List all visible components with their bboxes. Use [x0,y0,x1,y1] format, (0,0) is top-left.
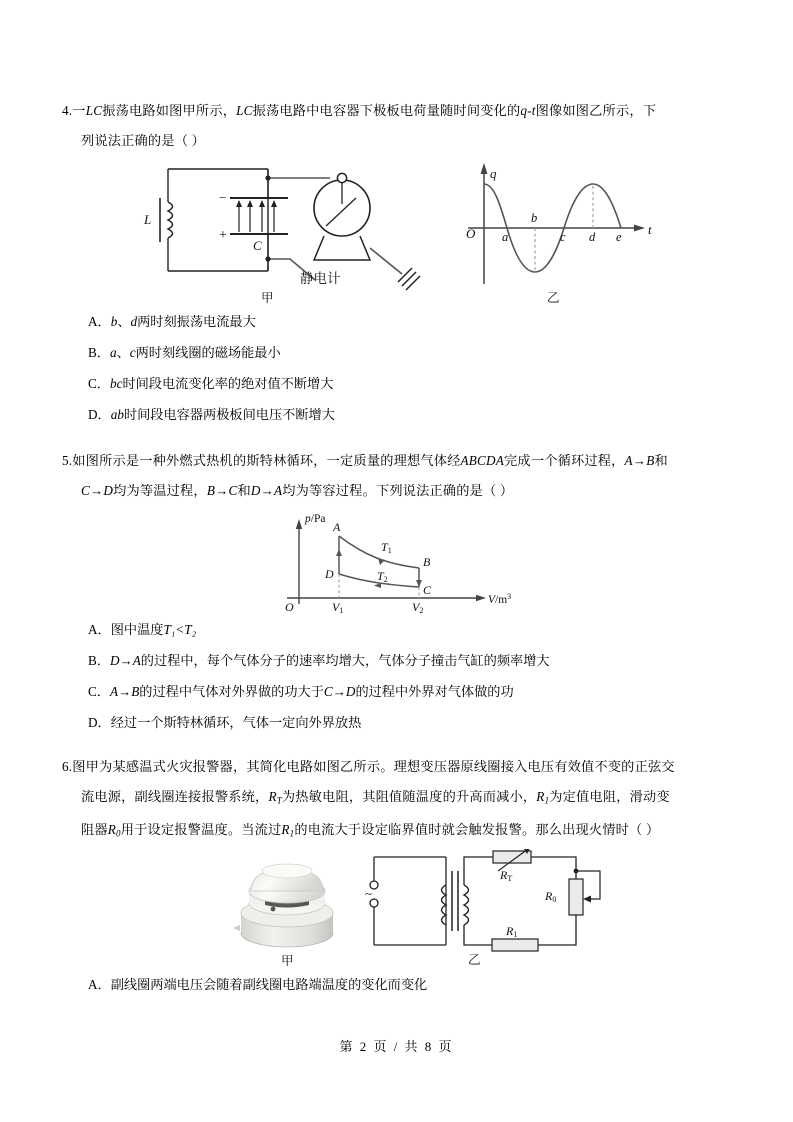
q4-lc-2: LC [236,103,253,118]
q5-bc: B→C [206,483,238,498]
q4-option-A-italic2: d [130,314,138,329]
q4-qt: q-t [520,103,536,118]
mark-d: d [589,230,596,244]
question-6-stem-line-1 [62,752,734,782]
question-5-stem-line-2 [62,476,734,506]
q4-option-D [62,399,734,430]
q6-number: 6. [62,759,73,774]
mark-e: e [616,230,622,244]
axis-label-q: q [490,166,497,181]
q4-stem-a: 一 [72,103,86,118]
q4-stem-d: 图像如图乙所示，下 [535,103,657,118]
junction-dot-r0 [574,868,579,873]
q6-r1b: R [281,822,290,838]
q5-option-C-letter: C． [88,684,110,699]
q6-r0: R [107,822,117,838]
q5-option-B-text: 的过程中，每个气体分子的速率均增大，气体分子撞击气缸的频率增大 [140,653,550,668]
q4-option-C-text2: 时间段电流变化率的绝对值不断增大 [122,376,334,391]
q6-stem2-a: 流电源，副线圈连接报警系统， [81,789,269,804]
q4-option-A-letter: A． [88,314,111,329]
q4-option-B [62,337,734,368]
q4-option-B-italic1: a [109,345,117,360]
tick-V2-label: V2 [412,600,424,615]
q6-stem2-c: 为定值电阻，滑动变 [549,789,670,804]
q4-option-A-italic1: b [110,314,118,329]
q6-stem3-c: 的电流大于设定临界值时就会触发报警。那么出现火情时（ ） [294,822,660,838]
figure-jia-label: 甲 [261,291,274,305]
q4-stem-c: 振荡电路中电容器下极板电荷量随时间变化的 [252,103,521,118]
q6-r1: R [536,789,545,804]
q5-option-B-math: D→A [109,653,141,668]
q5-cd: C→D [81,483,114,498]
q4-lc-1: LC [85,103,103,118]
transformer-alarm-circuit [362,849,602,967]
point-C-label: C [423,583,432,597]
q5-option-D-text: 经过一个斯特林循环，气体一定向外界放热 [110,715,362,730]
r0-body [569,879,583,915]
lc-circuit-diagram [140,156,440,306]
q6-option-A [62,969,734,1000]
mark-a: a [502,230,509,244]
q4-option-C-letter: C． [88,376,110,391]
q5-option-D [62,707,734,738]
inductor-label: L [144,212,152,227]
question-6-stem-line-2 [62,782,734,815]
question-6-stem-line-3 [62,815,734,848]
q6-r1b-sub: 1 [289,828,295,839]
q5-stem-a: 如图所示是一种外燃式热机的斯特林循环，一定质量的理想气体经 [72,453,461,468]
q6-option-A-text: 副线圈两端电压会随着副线圈电路端温度的变化而变化 [110,976,428,992]
q6-r1-sub: 1 [544,795,550,806]
junction-dot-top [265,175,270,180]
question-4-stem-line-1 [62,96,734,126]
question-5-stem-line-1 [62,446,734,476]
q4-option-B-italic2: c [129,345,136,360]
q6-rt-sub: T [276,795,282,806]
q5-stem2-a: 均为等温过程， [113,483,207,498]
q6-option-A-letter: A． [88,976,111,992]
q5-ab: A→B [624,453,655,468]
q4-option-B-letter: B． [88,345,110,360]
point-A-label: A [333,520,341,534]
q5-option-A-math: T₁<T₂ [163,622,197,637]
rheostat-label: R0 [545,888,557,904]
q5-abcda: ABCDA [460,453,505,468]
q5-option-C-text2: 的过程中外界对气体做的功 [355,684,514,699]
r1-body [492,939,538,951]
axis-label-t: t [648,222,652,237]
page-footer: 第 2 页 / 共 8 页 [339,1039,454,1054]
figure-yi-label-q6: 乙 [468,952,481,967]
point-B-label: B [423,555,431,569]
detector-led [271,906,276,911]
junction-dot-bottom [265,256,270,261]
q4-option-D-italic1: ab [110,407,124,422]
q4-option-A-text1: 、 [117,314,131,329]
isotherm-T1-label: T1 [381,540,392,555]
q5-number: 5. [62,453,73,468]
r1-label: R1 [506,923,518,939]
question-5 [62,446,734,738]
q5-da: D→A [250,483,283,498]
q5-option-C-math: A→B [109,684,140,699]
capacitor-plus-sign: + [219,228,227,243]
q6-stem3-a: 阻器 [81,822,108,838]
q5-option-C [62,676,734,707]
figure-jia-label-q6: 甲 [281,953,294,968]
q4-option-D-text2: 时间段电容器两极板间电压不断增大 [123,407,335,422]
q4-option-D-letter: D． [88,407,111,422]
q4-stem-b: 振荡电路如图甲所示， [102,103,237,118]
q5-option-A [62,614,734,645]
detector-side-tab [233,925,240,931]
question-5-figure [62,506,734,614]
detector-dome-cap [262,864,312,878]
q5-stem2-b: 和 [237,483,251,498]
q4-option-C-italic1: bc [109,376,123,391]
q6-rt: R [268,789,277,804]
axis-origin-O: O [285,600,294,614]
q6-stem3-b: 用于设定报警温度。当流过 [120,822,282,838]
question-4-figures [62,156,734,306]
figure-yi-label: 乙 [547,291,560,305]
q5-option-A-text: 图中温度 [110,622,164,637]
mark-c: c [560,230,566,244]
q4-option-A [62,306,734,337]
q5-stem-c: 和 [654,453,668,468]
arrow-CD [374,583,381,588]
q4-option-B-text1: 、 [116,345,130,360]
tick-V1-label: V1 [332,600,344,615]
page-content [62,96,734,1000]
mark-b: b [531,211,538,225]
q5-option-B-letter: B． [88,653,110,668]
q5-option-A-letter: A． [88,622,111,637]
point-D-label: D [325,567,334,581]
q6-stem-1: 图甲为某感温式火灾报警器，其简化电路如图乙所示。理想变压器原线圈接入电压有效值不变的正弦交 [72,759,675,774]
axis-origin-O: O [466,226,476,241]
question-4-stem-line-2: 列说法正确的是（ ） [81,133,205,148]
question-6 [62,752,734,1000]
q5-stem-b: 完成一个循环过程， [504,453,625,468]
question-6-figures [62,849,734,967]
q4-option-B-text2: 两时刻线圈的磁场能最小 [135,345,281,360]
arrow-BC [416,580,422,587]
thermistor-label: RT [500,867,513,883]
q5-option-B [62,645,734,676]
q6-r0-sub: 0 [116,828,121,839]
q6-stem2-b: 为热敏电阻，其阻值随温度的升高而减小， [281,789,537,804]
q4-option-A-text2: 两时刻振荡电流最大 [137,314,256,329]
arrow-AB [378,558,385,565]
q4-number: 4. [62,103,73,118]
q5-option-C-text: 的过程中气体对外界做的功大于 [139,684,324,699]
question-4 [62,96,734,430]
qt-graph [460,156,675,306]
axis-label-V: $V/m^3$ [488,592,512,606]
capacitor-label: C [253,238,262,253]
electrostatic-meter-label: 静电计 [300,271,341,286]
q5-option-C-math2: C→D [323,684,356,699]
pv-stirling-diagram [277,508,527,616]
capacitor-minus-sign: − [219,190,227,205]
isotherm-T2-label: T2 [377,569,388,584]
axis-label-p: p/Pa [305,513,326,525]
q5-option-D-letter: D． [88,715,111,730]
q5-stem2-c: 均为等容过程。下列说法正确的是（ ） [282,483,514,498]
isotherm-T1-curve [339,536,419,568]
arrow-DA [336,549,342,556]
smoke-detector-photo [225,851,355,969]
ac-source-symbol: ~ [365,885,373,901]
q4-option-C [62,368,734,399]
